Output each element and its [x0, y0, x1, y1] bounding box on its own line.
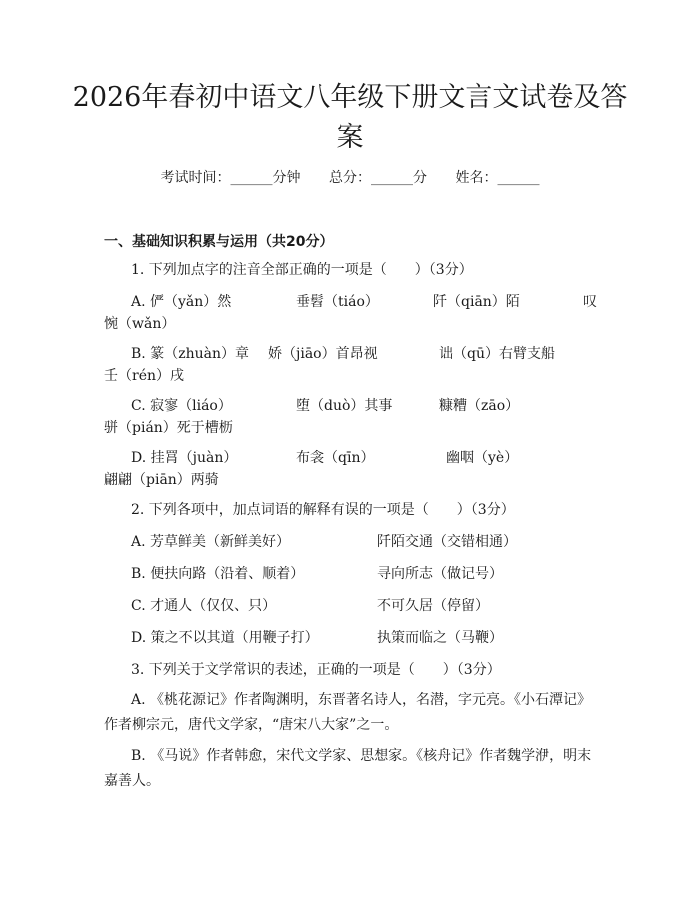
q1-option-d-4: 翩翩（piān）两骑 — [104, 472, 219, 488]
q1-option-b-3: 诎（qū）右臂支船 — [439, 346, 555, 362]
exam-time: 考试时间：______分钟 — [160, 170, 301, 186]
q1-option-a-1: A. 俨（yǎn）然 — [131, 294, 232, 310]
q1-option-c-2: 堕（duò）其事 — [296, 398, 393, 414]
q2-option-a-2: 阡陌交通（交错相通） — [377, 534, 517, 550]
q1-option-c-4: 骈（pián）死于槽枥 — [104, 420, 233, 436]
q1-option-b-4: 壬（rén）戌 — [104, 368, 184, 384]
exam-meta — [0, 168, 700, 188]
question-1-stem: 1. 下列加点字的注音全部正确的一项是（ ）（3分） — [131, 262, 473, 278]
q1-option-a-3: 阡（qiān）陌 — [433, 294, 520, 310]
exam-score: 总分：______分 — [329, 170, 427, 186]
q1-option-a-2: 垂髫（tiáo） — [296, 294, 379, 310]
q1-option-a-4b: 惋（wǎn） — [104, 316, 176, 332]
q3-option-a: A. 《桃花源记》作者陶渊明，东晋著名诗人，名潜，字元亮。《小石潭记》作者柳宗元，唐代文学家，“唐宋八大家”之一。 — [104, 692, 592, 733]
q1-option-a-4a: 叹 — [583, 294, 597, 310]
q2-option-c-1: C. 才通人（仅仅、只） — [131, 598, 277, 614]
question-3-stem: 3. 下列关于文学常识的表述，正确的一项是（ ）（3分） — [131, 662, 501, 678]
q2-option-d-1: D. 策之不以其道（用鞭子打） — [131, 630, 319, 646]
q1-option-d-2: 布衾（qīn） — [296, 450, 375, 466]
q1-option-c-1: C. 寂寥（liáo） — [131, 398, 232, 414]
q1-option-d-3: 幽咽（yè） — [446, 450, 519, 466]
q2-option-b-2: 寻向所志（做记号） — [377, 566, 503, 582]
q1-option-c-3: 糠糟（zāo） — [439, 398, 520, 414]
q2-option-c-2: 不可久居（停留） — [377, 598, 489, 614]
q3-option-b: B. 《马说》作者韩愈，宋代文学家、思想家。《核舟记》作者魏学洢，明末嘉善人。 — [104, 748, 592, 789]
question-2-stem: 2. 下列各项中，加点词语的解释有误的一项是（ ）（3分） — [131, 502, 515, 518]
q2-option-d-2: 执策而临之（马鞭） — [377, 630, 503, 646]
q2-option-a-1: A. 芳草鲜美（新鲜美好） — [131, 534, 291, 550]
section-heading: 一、基础知识积累与运用（共20分） — [104, 234, 334, 250]
exam-name: 姓名：______ — [455, 170, 540, 186]
q1-option-b-1: B. 篆（zhuàn）章 — [131, 346, 249, 362]
page-title: 2026年春初中语文八年级下册文言文试卷及答案 — [72, 82, 628, 153]
q1-option-b-2: 娇（jiāo）首昂视 — [268, 346, 378, 362]
q1-option-d-1: D. 挂罥（juàn） — [131, 450, 238, 466]
q2-option-b-1: B. 便扶向路（沿着、顺着） — [131, 566, 305, 582]
